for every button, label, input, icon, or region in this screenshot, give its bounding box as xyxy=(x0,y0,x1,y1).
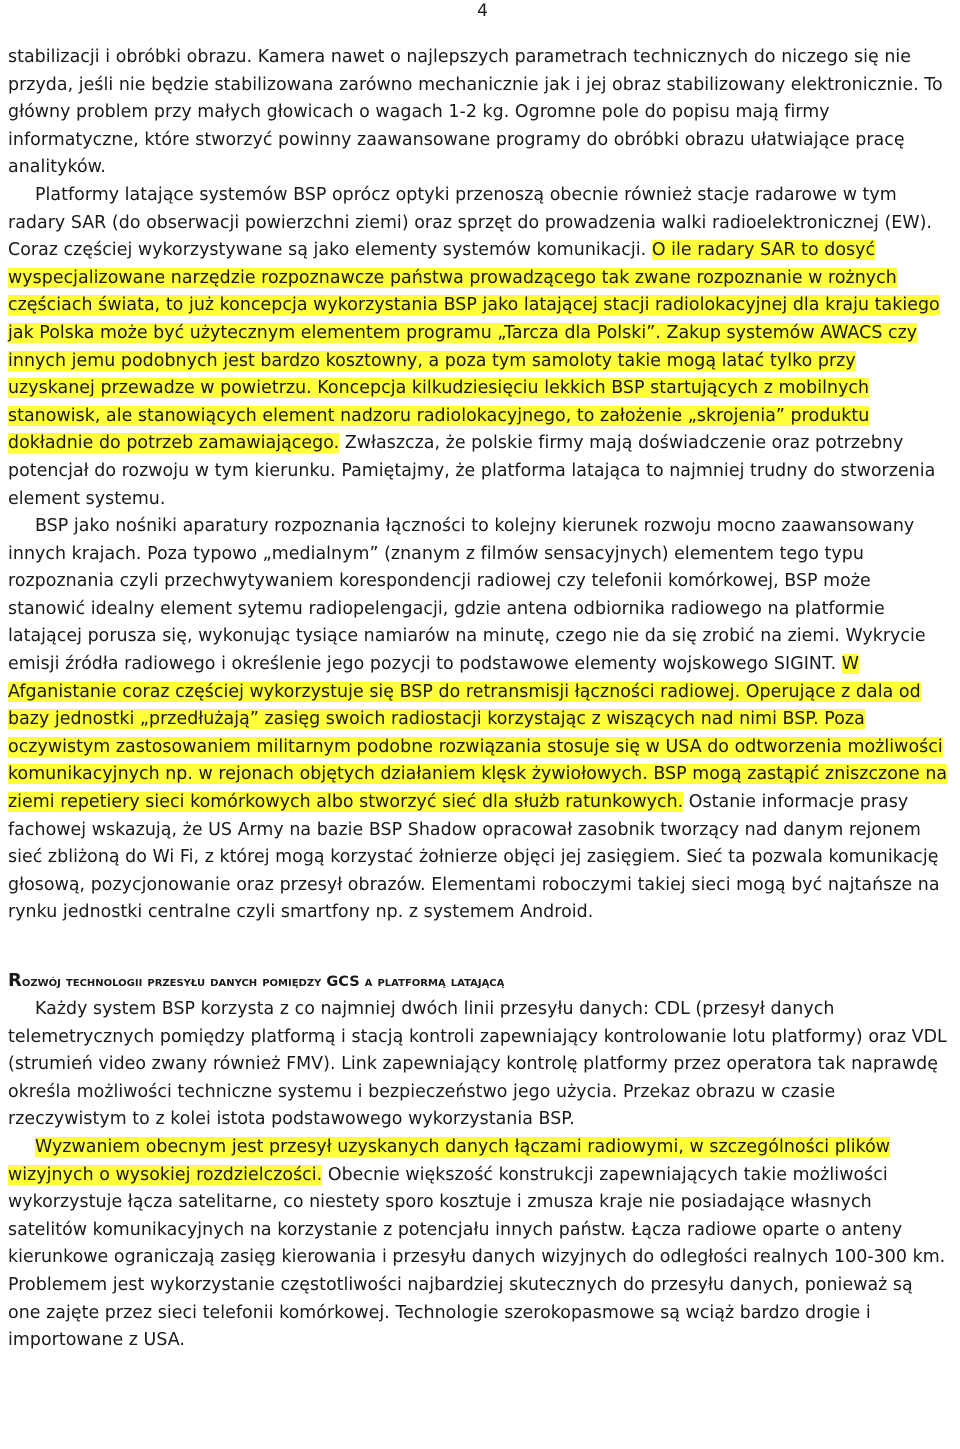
paragraph-text: Zwłaszcza, że polskie firmy mają doświadczenie oraz potrzebny potencjał do rozwoju w tym kierunku. Pamiętajmy, że platforma latająca to najmniej trudny do stworzenia element systemu. xyxy=(8,433,936,509)
heading-rest: ozwój technologii przesyłu danych pomiędzy GCS a platformą latającą xyxy=(21,974,505,990)
paragraph-3 xyxy=(8,513,948,927)
section-heading xyxy=(8,967,948,996)
heading-first-letter: R xyxy=(8,970,22,991)
paragraph-4 xyxy=(8,996,948,1134)
paragraph-text: Ostanie informacje prasy fachowej wskazują, że US Army na bazie BSP Shadow opracował zasobnik tworzący nad danym rejonem sieć zbliżoną do Wi Fi, z której mogą korzystać żołnierze objęci jej zasięgiem. Sieć ta pozwala komunikację głosową, pozycjonowanie oraz przesył obrazów. Elementami roboczymi takiej sieci mogą być najtańsze na rynku jednostki centralne czyli smartfony np. z systemem Android. xyxy=(8,792,940,923)
paragraph-1 xyxy=(8,44,948,182)
highlighted-text: O ile radary SAR to dosyć wyspecjalizowane narzędzie rozpoznawcze państwa prowadzącego tak zwane rozpoznanie w rożnych częściach świata, to już koncepcja wykorzystania BSP jako latającej stacji radiolokacyjnej dla kraju takiego jak Polska może być użytecznym elementem programu „Tarcza dla Polski”. Zakup systemów AWACS czy innych jemu podobnych jest bardzo kosztowny, a poza tym samoloty takie mogą latać tylko przy uzyskanej przewadze w powietrzu. Koncepcja kilkudziesięciu lekkich BSP startujących z mobilnych stanowisk, ale stanowiących element nadzoru radiolokacyjnego, to założenie „skrojenia” produktu dokładnie do potrzeb zamawiającego. xyxy=(8,240,940,454)
highlighted-text: W Afganistanie coraz częściej wykorzystuje się BSP do retransmisji łączności radiowej. Operujące z dala od bazy jednostki „przedłużają” zasięg swoich radiostacji korzystając z wiszących nad nimi BSP. Poza oczywistym zastosowaniem militarnym podobne rozwiązania stosuje się w USA do odtworzenia możliwości komunikacyjnych np. w rejonach objętych działaniem klęsk żywiołowych. BSP mogą zastąpić zniszczone na ziemi repetiery sieci komórkowych albo stworzyć sieć dla służb ratunkowych. xyxy=(8,654,948,813)
paragraph-5 xyxy=(8,1134,948,1355)
paragraph-text: BSP jako nośniki aparatury rozpoznania łączności to kolejny kierunek rozwoju mocno zaawansowany innych krajach. Poza typowo „medialnym” (znanym z filmów sensacyjnych) elementem tego typu rozpoznania czyli przechwytywaniem korespondencji radiowej czy telefonii komórkowej, BSP może stanowić idealny element sytemu radiopelengacji, gdzie antena odbiornika radiowego na platformie latającej porusza się, wykonując tysiące namiarów na minutę, czego nie da się zrobić na ziemi. Wykrycie emisji źródła radiowego i określenie jego pozycji to podstawowe elementy wojskowego SIGINT. xyxy=(8,516,926,675)
page-number: 4 xyxy=(477,1,488,21)
paragraph-2 xyxy=(8,182,948,513)
highlighted-text: Wyzwaniem obecnym jest przesył uzyskanych danych łączami radiowymi, w szczególności plików wizyjnych o wysokiej rozdzielczości. xyxy=(8,1136,891,1185)
document-body xyxy=(8,44,948,1355)
paragraph-text: stabilizacji i obróbki obrazu. Kamera nawet o najlepszych parametrach technicznych do niczego się nie przyda, jeśli nie będzie stabilizowana zarówno mechanicznie jak i jej obraz stabilizowany elektronicznie. To główny problem przy małych głowicach o wagach 1-2 kg. Ogromne pole do popisu mają firmy informatyczne, które stworzyć powinny zaawansowane programy do obróbki obrazu ułatwiające pracę analityków. xyxy=(8,47,943,178)
paragraph-text: Obecnie większość konstrukcji zapewniających takie możliwości wykorzystuje łącza satelitarne, co niestety sporo kosztuje i zmusza kraje nie posiadające własnych satelitów komunikacyjnych na korzystanie z potencjału innych państw. Łącza radiowe oparte o anteny kierunkowe ograniczają zasięg kierowania i przesyłu danych wizyjnych do odległości realnych 100-300 km. Problemem jest wykorzystanie częstotliwości najbardziej skutecznych do przesyłu danych, ponieważ są one zajęte przez sieci telefonii komórkowej. Technologie szerokopasmowe są wciąż bardzo drogie i importowane z USA. xyxy=(8,1164,946,1351)
paragraph-text: Platformy latające systemów BSP oprócz optyki przenoszą obecnie również stacje radarowe w tym radary SAR (do obserwacji powierzchni ziemi) oraz sprzęt do prowadzenia walki radioelektronicznej (EW). Coraz częściej wykorzystywane są jako elementy systemów komunikacji. xyxy=(8,184,932,261)
paragraph-text: Każdy system BSP korzysta z co najmniej dwóch linii przesyłu danych: CDL (przesył danych telemetrycznych pomiędzy platformą i stacją kontroli zapewniający kontrolowanie lotu platformy) oraz VDL (strumień video zwany również FMV). Link zapewniający kontrolę platformy przez operatora tak naprawdę określa możliwości techniczne systemu i bezpieczeństwo jego użycia. Przekaz obrazu w czasie rzeczywistym to z kolei istota podstawowego wykorzystania BSP. xyxy=(8,999,947,1130)
